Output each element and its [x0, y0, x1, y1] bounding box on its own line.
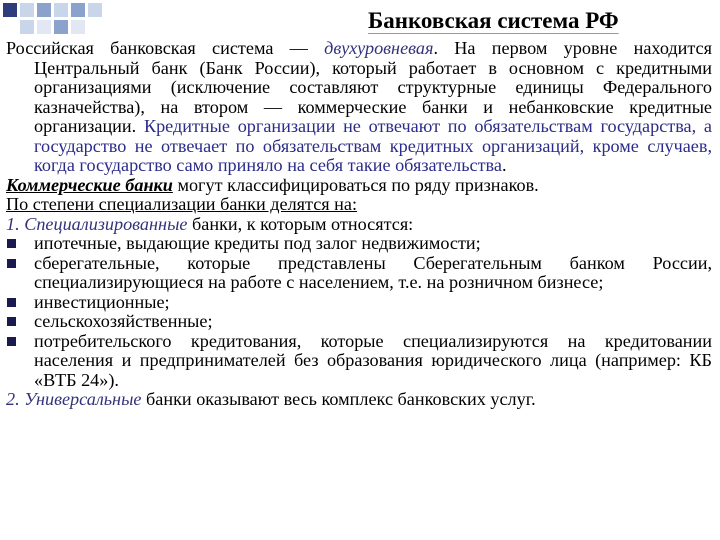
deco-square [54, 20, 68, 34]
univ-term: Универсальные [24, 389, 142, 409]
commercial-term: Коммерческие банки [6, 174, 173, 195]
list-item-text: сберегательные, которые представлены Сберегательным банком России, специализирующиеся на работе с населением, т.е. на розничном бизнесе; [34, 252, 712, 292]
slide-body [6, 39, 712, 410]
deco-square [3, 3, 17, 17]
intro-text-c: Кредитные организации не отвечают по обязательствам государства, а государство не отвечает по обязательствам кредитных организаций, кроме случаев, когда государство само приняло на себя такие обязательства [34, 116, 712, 175]
spec-rest: банки, к которым относятся: [187, 213, 414, 234]
list-item-text: инвестиционные; [34, 291, 170, 312]
list-item-text: ипотечные, выдающие кредиты под залог недвижимости; [34, 233, 481, 253]
intro-dot: . [501, 155, 507, 175]
spec-term: Специализированные [24, 213, 188, 234]
deco-square [20, 3, 34, 17]
specialization-line: По степени специализации банки делятся на: [6, 194, 358, 214]
specialized-heading [6, 215, 712, 235]
list-item-text: потребительского кредитования, которые специализируются на кредитовании населения и предпринимателей без образования юридического лица (например: КБ «ВТБ 24»). [34, 330, 712, 390]
univ-rest: банки оказывают весь комплекс банковских услуг. [141, 389, 536, 409]
list-item-text: сельскохозяйственные; [34, 311, 213, 331]
list-item [6, 332, 712, 391]
square-bullet-icon [7, 298, 16, 307]
intro-term: двухуровневая [324, 38, 434, 58]
square-bullet-icon [7, 337, 16, 346]
slide-title: Банковская система РФ [368, 8, 619, 33]
deco-square [37, 20, 51, 34]
list-item [6, 293, 712, 313]
deco-square [54, 3, 68, 17]
univ-num: 2. [6, 389, 25, 409]
commercial-rest: могут классифицироваться по ряду признаков. [172, 174, 539, 195]
intro-text-a: Российская банковская система — [6, 38, 325, 58]
square-bullet-icon [7, 239, 16, 248]
deco-square [88, 3, 102, 17]
square-bullet-icon [7, 259, 16, 268]
deco-square [37, 3, 51, 17]
commercial-line [6, 176, 712, 196]
list-item [6, 312, 712, 332]
universal-line [6, 390, 712, 410]
intro-paragraph [6, 39, 712, 176]
intro-text-b: . На первом уровне находится Центральный банк (Банк России), который работает в основном с кредитными организациями (исключение составляют структурные единицы Федерального казначейства), на втором — коммерческие банки и небанковские кредитные организации. [34, 38, 712, 136]
spec-num: 1. [6, 213, 25, 234]
deco-square [71, 20, 85, 34]
list-item [6, 234, 712, 254]
square-bullet-icon [7, 317, 16, 326]
deco-square [20, 20, 34, 34]
list-item [6, 254, 712, 293]
deco-square [71, 3, 85, 17]
